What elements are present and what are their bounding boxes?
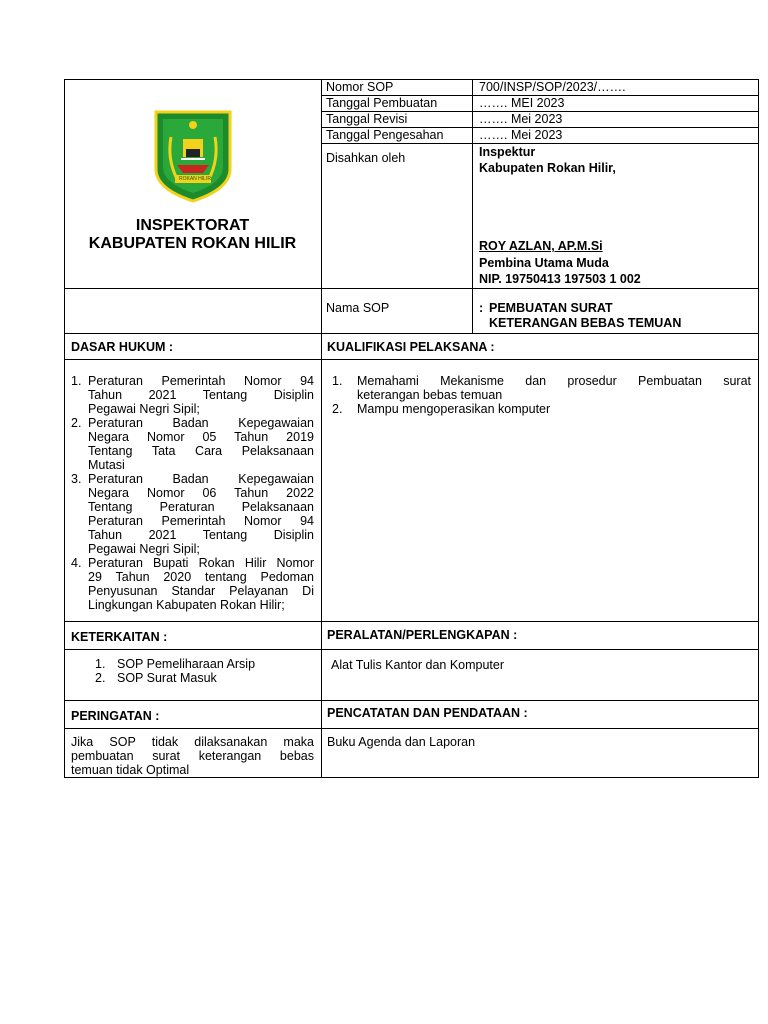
label-tanggal-revisi: Tanggal Revisi (326, 112, 408, 126)
nama-sop-line1: PEMBUATAN SURAT (489, 301, 613, 315)
label-tanggal-pengesahan: Tanggal Pengesahan (326, 128, 444, 142)
org-title-line1: INSPEKTORAT (135, 217, 250, 234)
nama-sop-line2: KETERANGAN BEBAS TEMUAN (489, 316, 682, 330)
value-nomor-sop: 700/INSP/SOP/2023/……. (479, 80, 626, 94)
rokan-hilir-emblem-icon (153, 109, 233, 203)
peralatan-title: PERALATAN/PERLENGKAPAN : (327, 628, 518, 642)
value-tanggal-revisi: ……. Mei 2023 (479, 112, 563, 126)
pencatatan-text: Buku Agenda dan Laporan (327, 735, 476, 749)
label-disahkan-oleh: Disahkan oleh (326, 151, 406, 165)
logo-text: ROKAN HILIR (179, 176, 211, 182)
signer-name: ROY AZLAN, AP.M.Si (479, 239, 603, 253)
label-nomor-sop: Nomor SOP (326, 80, 394, 94)
kabupaten-logo (153, 109, 233, 203)
pencatatan-title: PENCATATAN DAN PENDATAAN : (327, 706, 528, 720)
keterkaitan-title: KETERKAITAN : (71, 630, 168, 644)
peralatan-text: Alat Tulis Kantor dan Komputer (331, 658, 505, 672)
signer-title-1: Inspektur (479, 145, 536, 159)
value-tanggal-pembuatan: ……. MEI 2023 (479, 96, 565, 110)
peringatan-title: PERINGATAN : (71, 709, 160, 723)
signer-title-2: Kabupaten Rokan Hilir, (479, 161, 616, 175)
org-title-line2: KABUPATEN ROKAN HILIR (88, 235, 297, 252)
dasar-hukum-title: DASAR HUKUM : (71, 340, 174, 354)
label-nama-sop: Nama SOP (326, 301, 390, 315)
signer-rank: Pembina Utama Muda (479, 256, 609, 270)
nama-sop-colon: : (479, 301, 484, 315)
label-tanggal-pembuatan: Tanggal Pembuatan (326, 96, 438, 110)
signer-nip: NIP. 19750413 197503 1 002 (479, 272, 641, 286)
value-tanggal-pengesahan: ……. Mei 2023 (479, 128, 563, 142)
kualifikasi-title: KUALIFIKASI PELAKSANA : (327, 340, 495, 354)
